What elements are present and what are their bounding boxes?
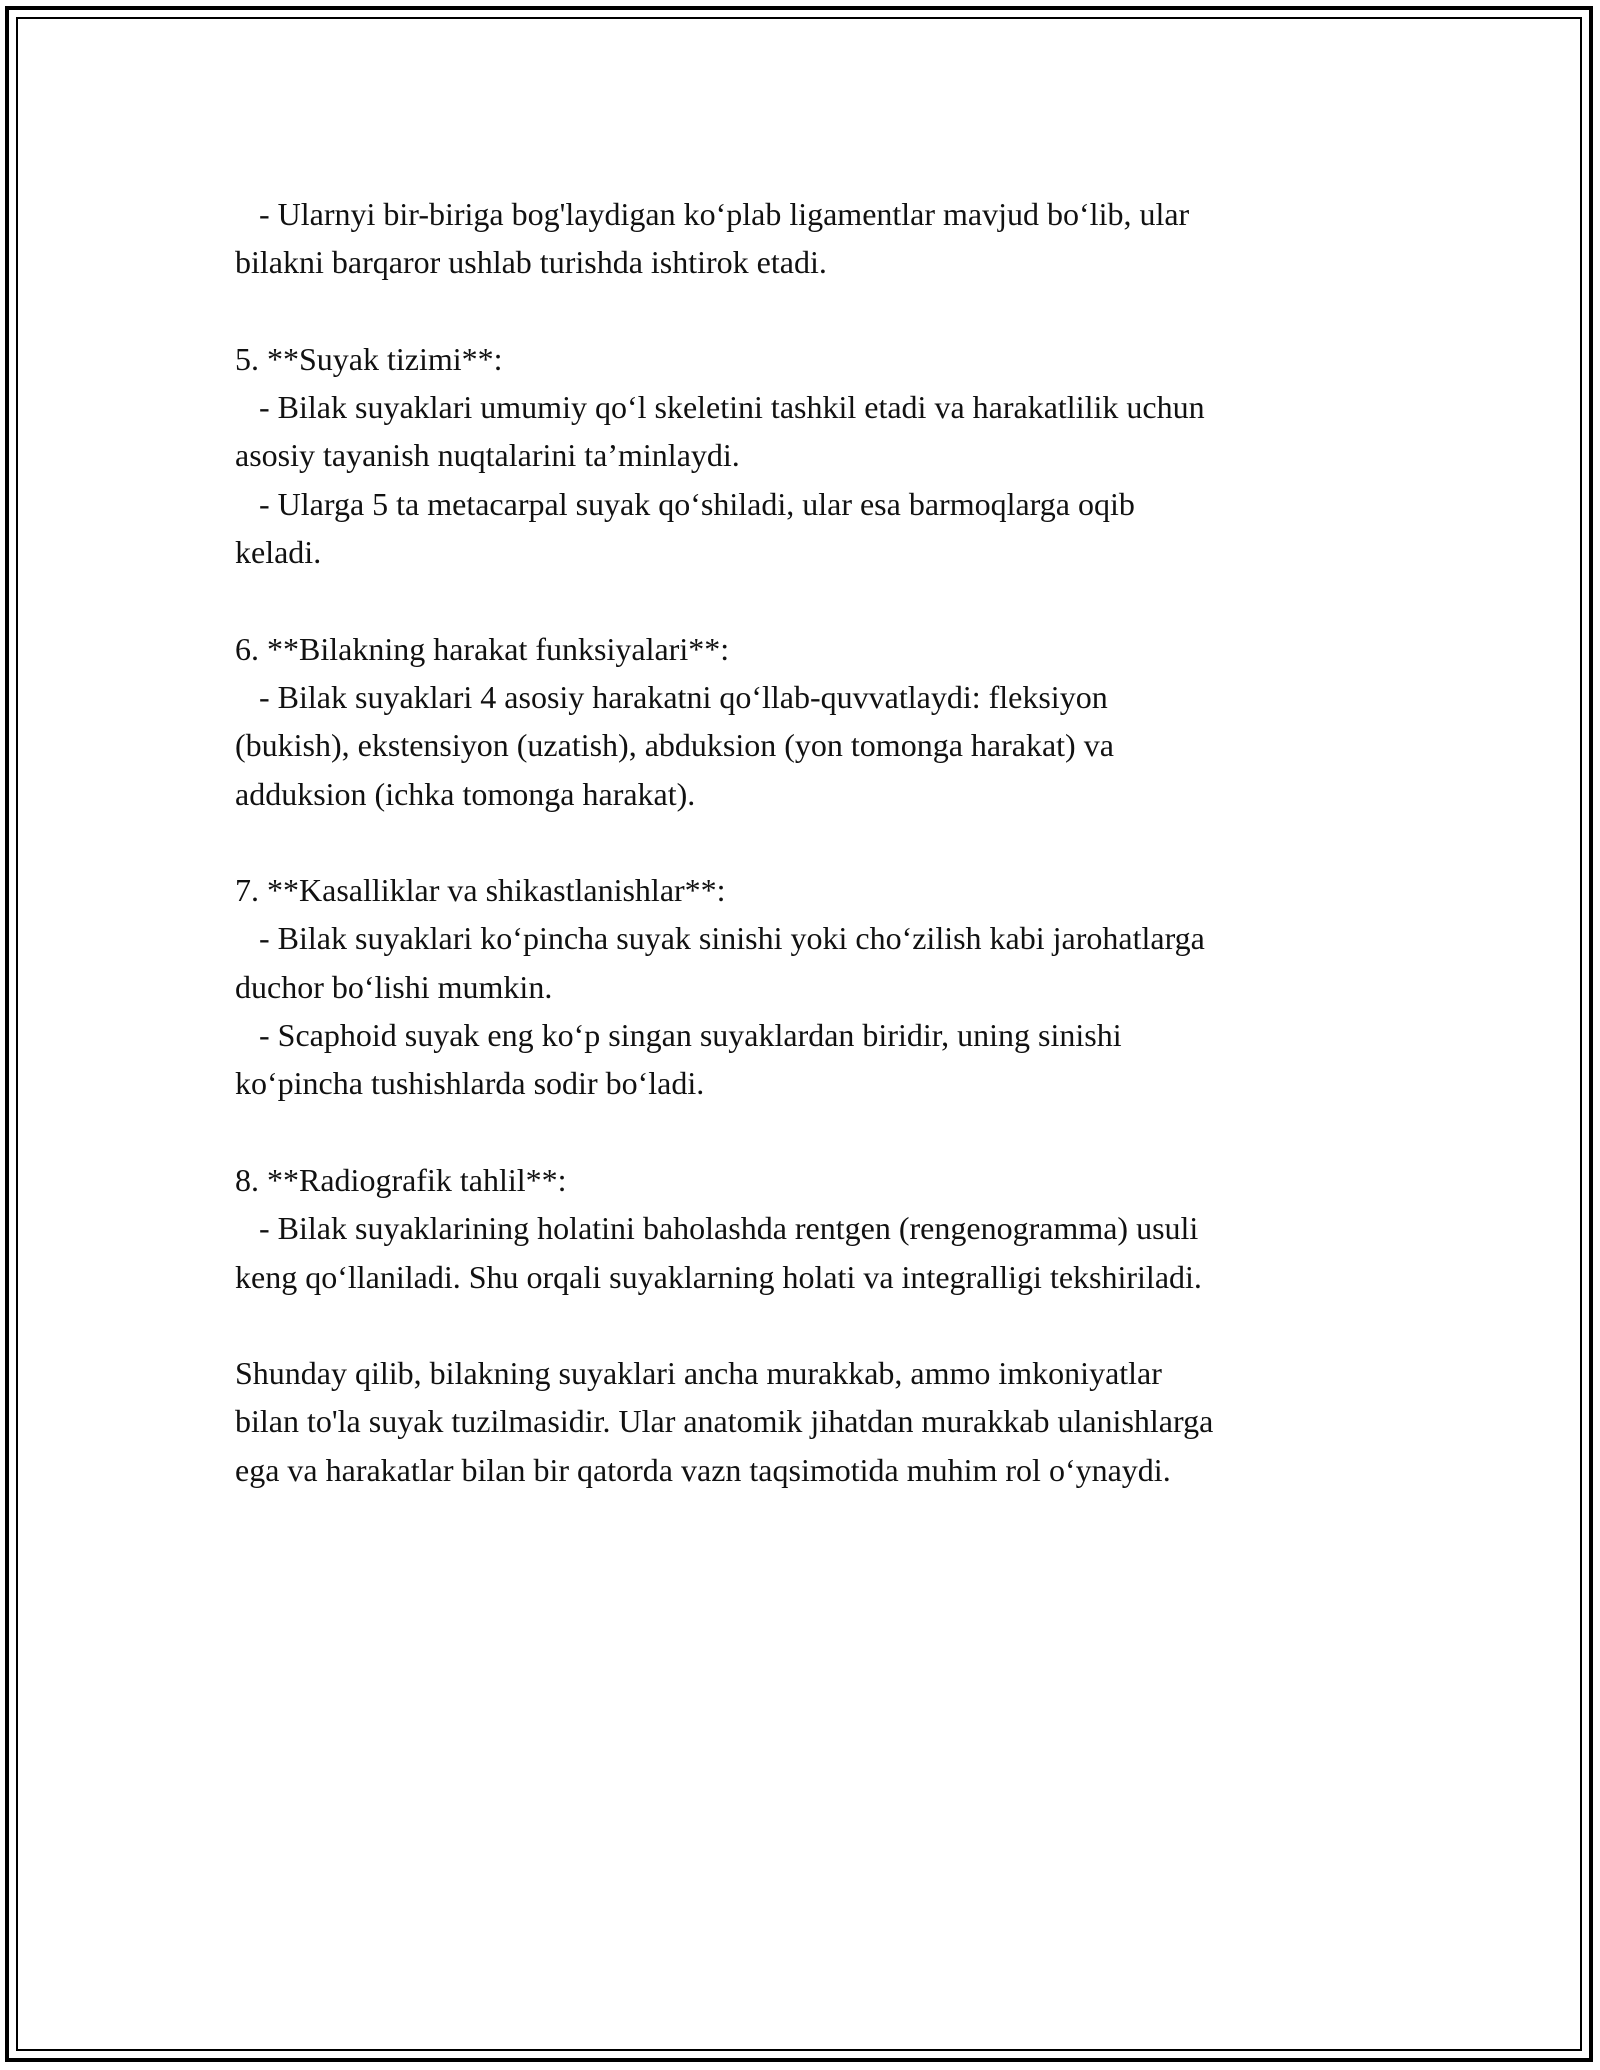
section-heading: 7. **Kasalliklar va shikastlanishlar**: <box>235 872 726 909</box>
text-line: duchor bo‘lishi mumkin. <box>235 968 553 1005</box>
text-line: (bukish), ekstensiyon (uzatish), abduksion (yon tomonga harakat) va <box>235 727 1114 764</box>
section-8 <box>235 1156 1375 1301</box>
text-line: - Ularga 5 ta metacarpal suyak qo‘shiladi, ular esa barmoqlarga oqib <box>235 485 1135 522</box>
paragraph-spacer <box>235 818 1375 866</box>
paragraph-spacer <box>235 287 1375 335</box>
intro-bullet <box>235 190 1375 287</box>
document-body <box>235 190 1375 1494</box>
text-line: - Bilak suyaklari 4 asosiy harakatni qo‘llab-quvvatlaydi: fleksiyon <box>235 678 1108 715</box>
text-line: ega va harakatlar bilan bir qatorda vazn taqsimotida muhim rol o‘ynaydi. <box>235 1451 1171 1488</box>
conclusion-paragraph <box>235 1349 1375 1494</box>
text-line: ko‘pincha tushishlarda sodir bo‘ladi. <box>235 1065 705 1102</box>
section-7 <box>235 866 1375 1107</box>
text-line: keng qo‘llaniladi. Shu orqali suyaklarning holati va integralligi tekshiriladi. <box>235 1258 1202 1295</box>
paragraph-spacer <box>235 1301 1375 1349</box>
section-6 <box>235 625 1375 818</box>
paragraph-spacer <box>235 1108 1375 1156</box>
section-heading: 5. **Suyak tizimi**: <box>235 340 503 377</box>
text-line: asosiy tayanish nuqtalarini ta’minlaydi. <box>235 437 740 474</box>
text-line: - Bilak suyaklari umumiy qo‘l skeletini tashkil etadi va harakatlilik uchun <box>235 389 1205 426</box>
text-line: - Ularnyi bir-biriga bog'laydigan ko‘plab ligamentlar mavjud bo‘lib, ular <box>235 196 1190 232</box>
text-line: adduksion (ichka tomonga harakat). <box>235 775 696 812</box>
text-line: - Scaphoid suyak eng ko‘p singan suyaklardan biridir, uning sinishi <box>235 1017 1122 1054</box>
text-line: bilakni barqaror ushlab turishda ishtirok etadi. <box>235 244 827 281</box>
text-line: keladi. <box>235 534 322 571</box>
section-heading: 8. **Radiografik tahlil**: <box>235 1161 567 1198</box>
text-line: Shunday qilib, bilakning suyaklari ancha murakkab, ammo imkoniyatlar <box>235 1355 1162 1392</box>
section-5 <box>235 335 1375 576</box>
section-heading: 6. **Bilakning harakat funksiyalari**: <box>235 630 730 667</box>
text-line: - Bilak suyaklarining holatini baholashda rentgen (rengenogramma) usuli <box>235 1210 1199 1247</box>
text-line: - Bilak suyaklari ko‘pincha suyak sinishi yoki cho‘zilish kabi jarohatlarga <box>235 920 1205 957</box>
paragraph-spacer <box>235 576 1375 624</box>
text-line: bilan to'la suyak tuzilmasidir. Ular anatomik jihatdan murakkab ulanishlarga <box>235 1403 1214 1440</box>
